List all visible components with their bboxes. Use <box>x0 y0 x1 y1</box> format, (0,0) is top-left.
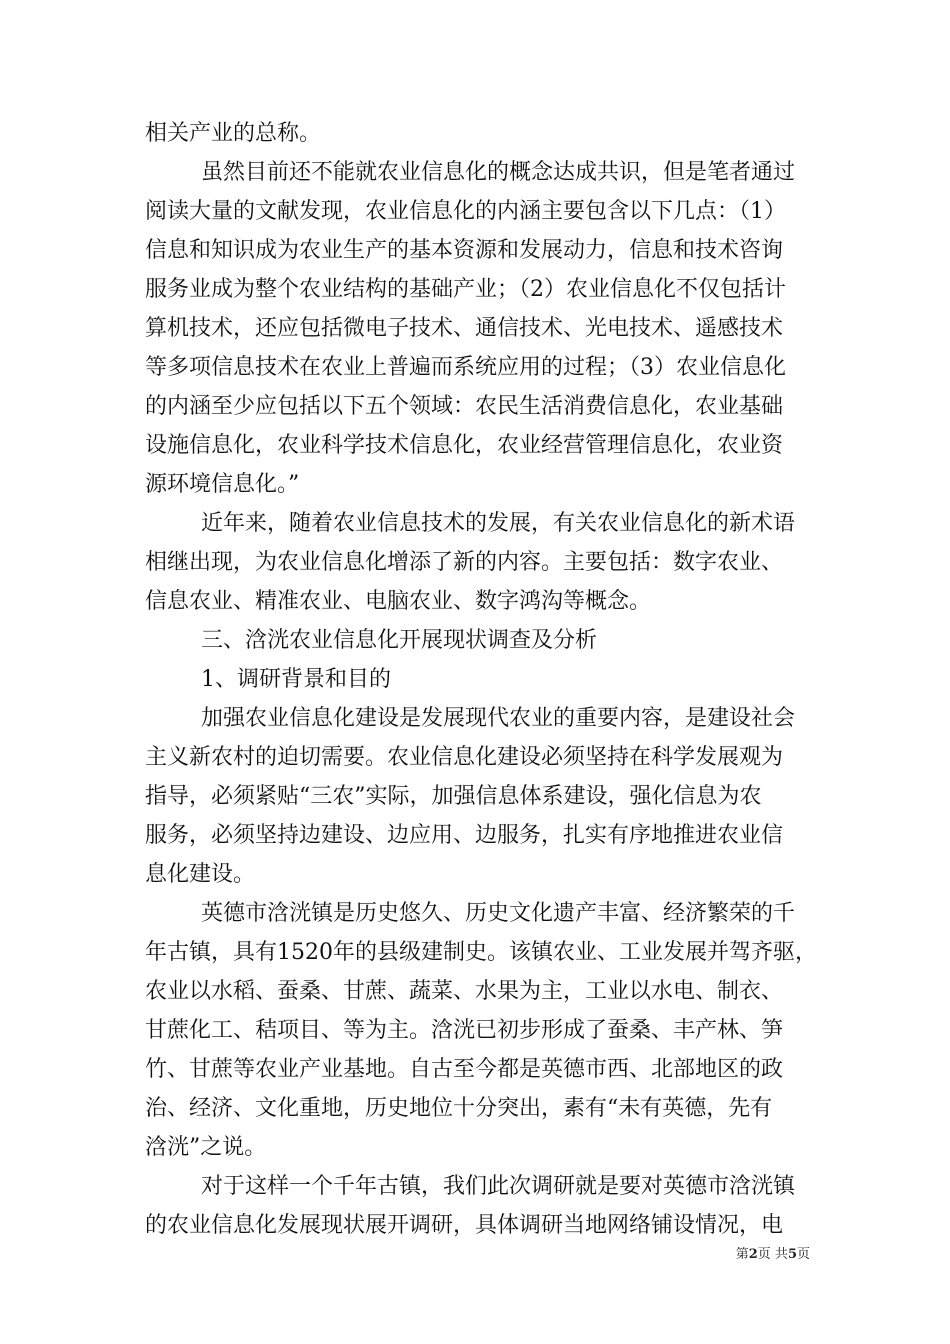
section-heading: 三、浛洸农业信息化开展现状调查及分析 <box>201 628 598 653</box>
text-line: 浛洸”之说。 <box>145 1135 267 1160</box>
current-page-number: 2 <box>748 1247 758 1262</box>
text-line: 农业以水稻、蚕桑、甘蔗、蔬菜、水果为主，工业以水电、制衣、 <box>145 979 784 1004</box>
text-line: 英德市浛洸镇是历史悠久、历史文化遗产丰富、经济繁荣的千 <box>201 901 796 926</box>
footer-suffix: 页 <box>796 1247 810 1262</box>
text-line: 相关产业的总称。 <box>145 121 322 146</box>
text-line: 加强农业信息化建设是发展现代农业的重要内容，是建设社会 <box>201 706 796 731</box>
text-line: 算机技术，还应包括微电子技术、通信技术、光电技术、遥感技术 <box>145 316 784 341</box>
text-line: 的内涵至少应包括以下五个领域：农民生活消费信息化，农业基础 <box>145 394 784 419</box>
text-line: 治、经济、文化重地，历史地位十分突出，素有“未有英德，先有 <box>145 1096 773 1121</box>
text-line: 对于这样一个千年古镇，我们此次调研就是要对英德市浛洸镇 <box>201 1174 796 1199</box>
page-number-footer <box>700 1246 810 1264</box>
subsection-heading: 1、调研背景和目的 <box>201 667 391 692</box>
text-line: 阅读大量的文献发现，农业信息化的内涵主要包含以下几点：（1） <box>145 199 786 224</box>
text-line: 年古镇，具有1520年的县级建制史。该镇农业、工业发展并驾齐驱， <box>145 940 817 965</box>
text-line: 虽然目前还不能就农业信息化的概念达成共识，但是笔者通过 <box>201 160 796 185</box>
footer-middle: 页 共 <box>757 1247 788 1262</box>
text-line: 的农业信息化发展现状展开调研，具体调研当地网络铺设情况，电 <box>145 1213 784 1238</box>
text-line: 等多项信息技术在农业上普遍而系统应用的过程；（3）农业信息化 <box>145 355 786 380</box>
text-line: 信息农业、精准农业、电脑农业、数字鸿沟等概念。 <box>145 589 652 614</box>
text-line: 甘蔗化工、秸项目、等为主。浛洸已初步形成了蚕桑、丰产林、笋 <box>145 1018 784 1043</box>
text-line: 主义新农村的迫切需要。农业信息化建设必须坚持在科学发展观为 <box>145 745 784 770</box>
text-line: 源环境信息化。” <box>145 472 300 497</box>
footer-prefix: 第 <box>735 1247 749 1262</box>
text-line: 近年来，随着农业信息技术的发展，有关农业信息化的新术语 <box>201 511 796 536</box>
text-line: 指导，必须紧贴“三农”实际，加强信息体系建设，强化信息为农 <box>145 784 762 809</box>
text-line: 服务业成为整个农业结构的基础产业；（2）农业信息化不仅包括计 <box>145 277 786 302</box>
text-line: 竹、甘蔗等农业产业基地。自古至今都是英德市西、北部地区的政 <box>145 1057 784 1082</box>
text-line: 相继出现，为农业信息化增添了新的内容。主要包括：数字农业、 <box>145 550 784 575</box>
text-line: 信息和知识成为农业生产的基本资源和发展动力，信息和技术咨询 <box>145 238 784 263</box>
text-line: 设施信息化，农业科学技术信息化，农业经营管理信息化，农业资 <box>145 433 784 458</box>
text-line: 息化建设。 <box>145 862 256 887</box>
total-pages-number: 5 <box>787 1247 797 1262</box>
text-line: 服务，必须坚持边建设、边应用、边服务，扎实有序地推进农业信 <box>145 823 784 848</box>
